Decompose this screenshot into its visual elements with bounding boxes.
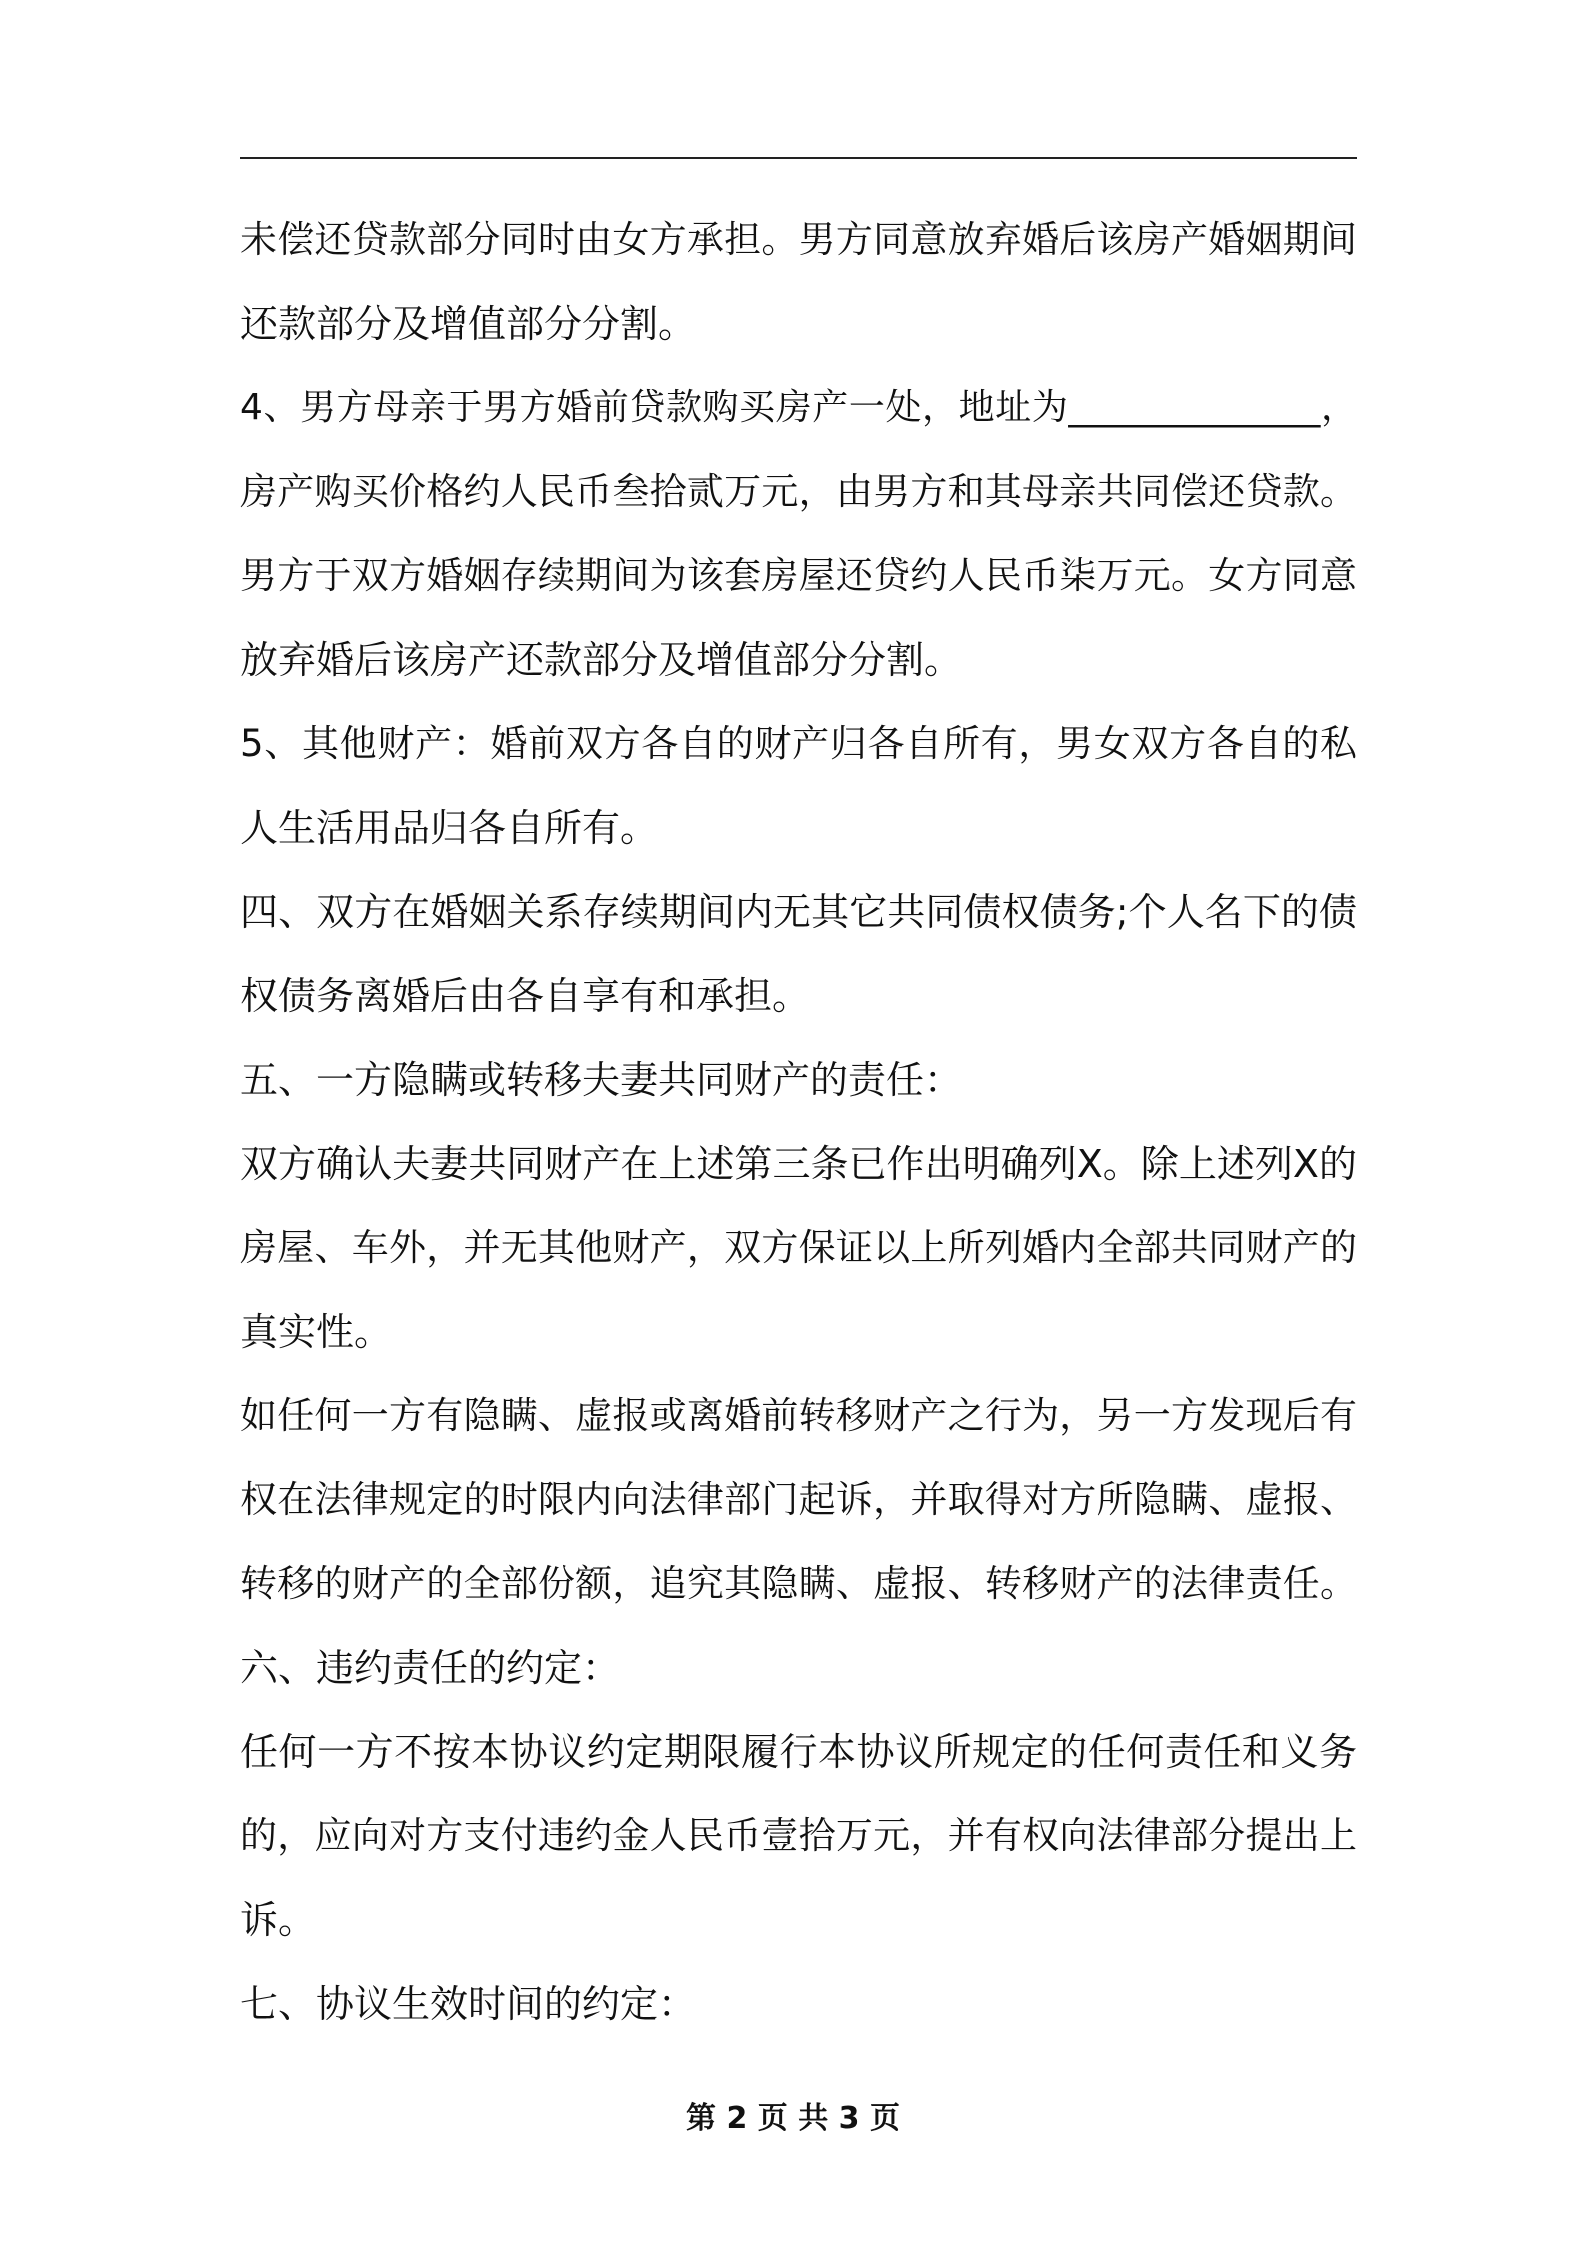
page-number-footer: 第 2 页 共 3 页 — [686, 2101, 900, 2136]
section-heading: 六、违约责任的约定： — [240, 1646, 621, 1690]
text-line: 权债务离婚后由各自享有和承担。 — [240, 974, 811, 1018]
text-line: 还款部分及增值部分分割。 — [240, 302, 697, 346]
text-line: 房产购买价格约人民币叁拾贰万元，由男方和其母亲共同偿还贷款。 — [240, 470, 1357, 513]
text-line: 真实性。 — [240, 1310, 393, 1354]
text-line: 人生活用品归各自所有。 — [240, 806, 659, 850]
text-line: 男方于双方婚姻存续期间为该套房屋还贷约人民币柒万元。女方同意 — [240, 554, 1357, 597]
text-line: 房屋、车外，并无其他财产，双方保证以上所列婚内全部共同财产的 — [240, 1226, 1357, 1269]
text-line: 未偿还贷款部分同时由女方承担。男方同意放弃婚后该房产婚姻期间 — [240, 218, 1357, 261]
section-heading: 五、一方隐瞒或转移夫妻共同财产的责任： — [240, 1058, 963, 1102]
document-body — [240, 198, 1357, 2046]
text-line: 权在法律规定的时限内向法律部门起诉，并取得对方所隐瞒、虚报、 — [240, 1478, 1357, 1521]
text-line: 4、男方母亲于男方婚前贷款购买房产一处，地址为______________， — [240, 387, 1357, 428]
section-heading: 七、协议生效时间的约定： — [240, 1982, 697, 2026]
text-line: 诉。 — [240, 1898, 317, 1942]
text-line: 放弃婚后该房产还款部分及增值部分分割。 — [240, 638, 963, 682]
text-line: 双方确认夫妻共同财产在上述第三条已作出明确列X。除上述列X的 — [240, 1142, 1357, 1186]
header-rule — [240, 157, 1357, 159]
text-line: 5、其他财产：婚前双方各自的财产归各自所有，男女双方各自的私 — [240, 722, 1357, 765]
text-line: 转移的财产的全部份额，追究其隐瞒、虚报、转移财产的法律责任。 — [240, 1562, 1357, 1605]
text-line: 的，应向对方支付违约金人民币壹拾万元，并有权向法律部分提出上 — [240, 1814, 1357, 1857]
text-line: 任何一方不按本协议约定期限履行本协议所规定的任何责任和义务 — [240, 1730, 1357, 1774]
text-line: 如任何一方有隐瞒、虚报或离婚前转移财产之行为，另一方发现后有 — [240, 1394, 1357, 1437]
text-line: 四、双方在婚姻关系存续期间内无其它共同债权债务;个人名下的债 — [240, 890, 1357, 934]
